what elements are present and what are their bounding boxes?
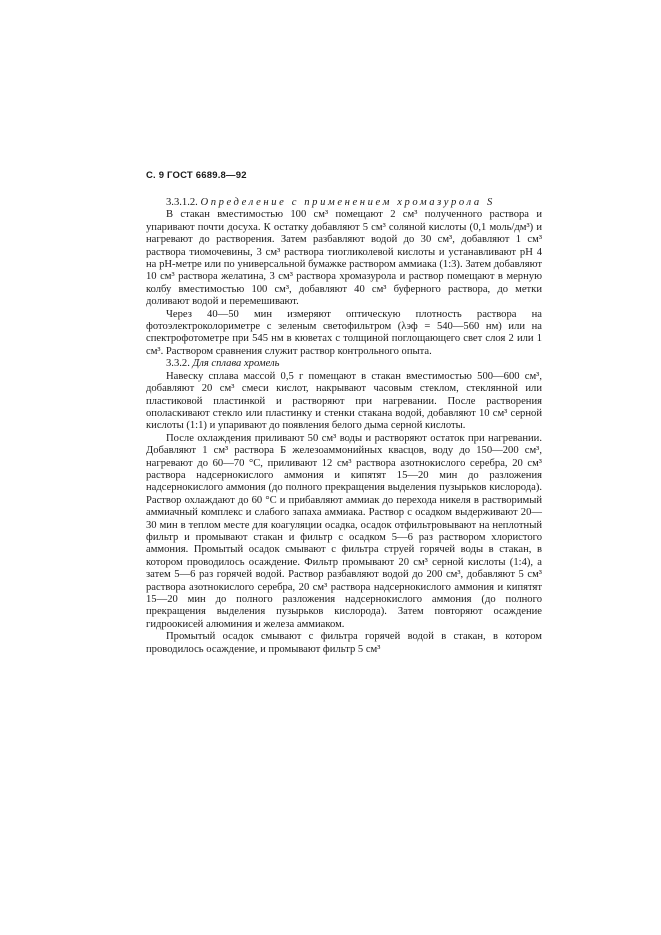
paragraph-measurement: Через 40—50 мин измеряют оптическую плотность раствора на фотоэлектроколориметре с зеленым светофильтром (λэф = 540—560 нм) или на спектрофотометре при 545 нм в кюветах с толщиной поглощающего свет слоя 2 или 1 см³. Раствором сравнения служит раствор контрольного опыта. (146, 308, 542, 357)
section-title: Для сплава хромель (192, 358, 280, 370)
paragraph-precipitation: После охлаждения приливают 50 см³ воды и растворяют остаток при нагревании. Добавляют 1 см³ раствора Б железоаммонийных квасцов, воду до 150—200 см³, нагревают до 60—70 °С, приливают 12 см³ раствора азотнокислого серебра, 20 см³ раствора надсернокислого аммония и кипятят 15—20 мин до разложения надсернокислого аммония (до полного прекращения выделения пузырьков кислорода). Раствор охлаждают до 60 °С и прибавляют аммиак до перехода никеля в растворимый аммиачный комплекс и слабого запаха аммиака. Раствор с осадком выдерживают 20—30 мин в теплом месте для коагуляции осадка, осадок отфильтровывают на неплотный фильтр и промывают стакан и фильтр с осадком 5—6 раз раствором хлористого аммония. Промытый осадок смывают с фильтра струей горячей воды в стакан, в котором проводилось осаждение. Фильтр промывают 20 см³ серной кислоты (1:4), а затем 5—6 раз горячей водой. Раствор разбавляют водой до 200 см³, добавляют 5 см³ раствора азотнокислого серебра, 20 см³ раствора надсернокислого аммония и кипятят 15—20 мин до полного разложения надсернокислого аммония (до полного прекращения выделения пузырьков кислорода). Затем повторяют осаждение гидроокисей алюминия и железа аммиаком. (146, 432, 542, 630)
section-heading-3-3-1-2 (146, 197, 542, 209)
document-page (146, 170, 542, 656)
section-number: 3.3.1.2. (166, 197, 198, 208)
section-title: Определение с применением хромазурола S (200, 197, 495, 208)
paragraph-sample-dissolution: Навеску сплава массой 0,5 г помещают в стакан вместимостью 500—600 см³, добавляют 20 см³ смеси кислот, накрывают часовым стеклом, стеклянной или пластиковой пластинкой и растворяют при нагревании. После растворения ополаскивают стекло или пластинку и стенки стакана водой, добавляют 10 см³ серной кислоты (1:1) и упаривают до появления белого дыма серной кислоты. (146, 370, 542, 432)
paragraph-procedure: В стакан вместимостью 100 см³ помещают 2 см³ полученного раствора и упаривают почти досуха. К остатку добавляют 5 см³ соляной кислоты (0,1 моль/дм³) и нагревают до растворения. Затем разбавляют водой до 30 см³, добавляют 1 см³ раствора тиомочевины, 3 см³ раствора тиогликолевой кислоты и устанавливают pH 4 на pH-метре или по универсальной бумажке раствором аммиака (1:3). Затем добавляют 10 см³ раствора желатина, 3 см³ раствора хромазурола и раствор помещают в мерную колбу вместимостью 100 см³, добавляют 40 см³ буферного раствора, до метки доливают водой и перемешивают. (146, 209, 542, 308)
section-heading-3-3-2 (146, 358, 542, 370)
page-header: С. 9 ГОСТ 6689.8—92 (146, 170, 247, 181)
paragraph-washing: Промытый осадок смывают с фильтра горячей водой в стакан, в котором проводилось осаждение, и промывают фильтр 5 см³ (146, 631, 542, 655)
section-number: 3.3.2. (166, 358, 190, 370)
